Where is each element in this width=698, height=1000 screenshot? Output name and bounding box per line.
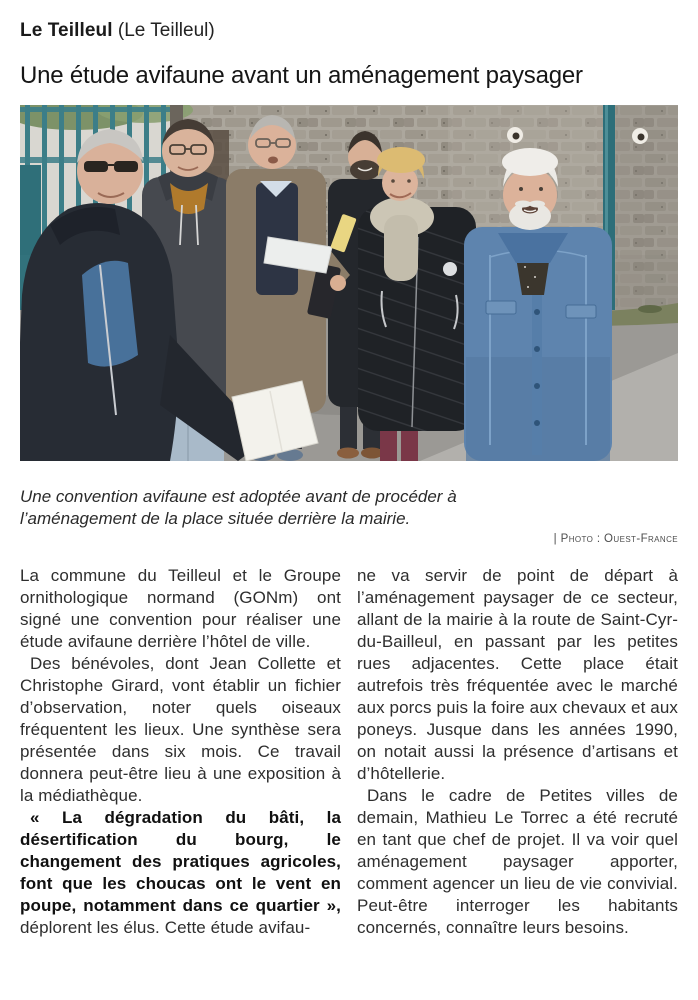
article-column-right: [357, 565, 678, 939]
kicker: [20, 20, 678, 43]
body-text: La commune du Teilleul et le Groupe ornithologique normand (GONm) ont signé une convention pour réaliser une étude avifaune derrière l’hôtel de ville.: [20, 566, 341, 652]
location-paren: (Le Teilleul): [117, 20, 215, 41]
article-paragraph: [20, 565, 341, 653]
location-name: Le Teilleul: [20, 20, 113, 41]
body-text: déplorent les élus. Cette étude avifau-: [20, 918, 311, 938]
quote-bold-text: « La dégradation du bâti, la désertification du bourg, le changement des pratiques agricoles, font que les choucas ont le vent en poupe, notamment dans ce quartier »,: [20, 808, 341, 916]
article-paragraph: [20, 653, 341, 807]
article-photo-illustration: [20, 105, 678, 461]
article-title: Une étude avifaune avant un aménagement paysager: [20, 61, 583, 89]
article-paragraph: [357, 785, 678, 939]
body-text: ne va servir de point de départ à l’aménagement paysager de ce secteur, allant de la mairie à la route de Saint-Cyr-du-Bailleul, en passant par les petites rues adjacentes. Cette place était autrefois très fréquentée avec le marché aux porcs puis la foire aux chevaux et aux poneys. Jusque dans les années 1990, on notait aussi la présence d’artisans et d’hôtellerie.: [357, 566, 678, 784]
article-photo: [20, 105, 678, 461]
body-text: Dans le cadre de Petites villes de demain, Mathieu Le Torrec a été recruté en tant que chef de projet. Il va voir quel aménagement paysager apporter, comment agencer un lieu de vie convivial. Peut-être interroger les habitants concernés, connaître leurs besoins.: [357, 786, 678, 938]
article-column-left: [20, 565, 341, 939]
article-paragraph: [357, 565, 678, 785]
article-paragraph: [20, 807, 341, 939]
photo-credit: | Photo : Ouest-France: [553, 533, 678, 546]
caption-row: [20, 469, 678, 547]
photo-caption: Une convention avifaune est adoptée avant de procéder à l’aménagement de la place située derrière la mairie.: [20, 487, 457, 529]
body-text: Des bénévoles, dont Jean Collette et Christophe Girard, vont établir un fichier d’observation, noter quels oiseaux fréquentent les lieux. Une synthèse sera présentée dans six mois. Ce travail donnera peut-être lieu à une exposition à la médiathèque.: [20, 654, 341, 806]
article-body: [20, 565, 678, 939]
